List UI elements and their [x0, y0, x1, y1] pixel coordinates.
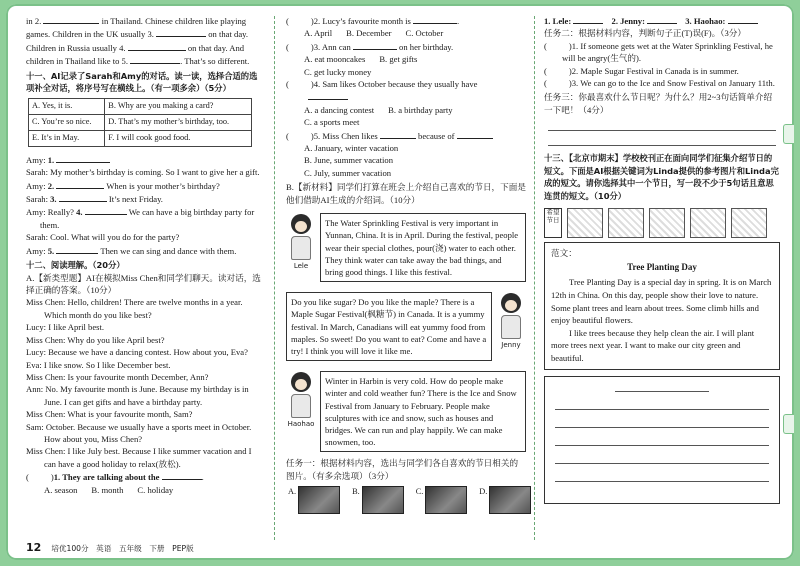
task-1: 任务一：根据材料内容，选出与同学们各自喜欢的节日相关的图片。（有多余选项）（3分）: [286, 458, 519, 481]
question-3-options: A. eat mooncakes B. get gifts: [304, 54, 418, 65]
question-3: ( )3. Ann can on her birthday.: [286, 41, 454, 52]
page-footer: [26, 541, 194, 554]
lele-intro: [286, 210, 526, 285]
picture-option-d[interactable]: D.: [479, 486, 531, 514]
section-11-title: 十一、AI记录了Sarah和Amy的对话。读一读，选择合适的选项补全对话，将序号写在横线上。（有一项多余）（5分）: [26, 70, 258, 94]
option-a: A. Yes, it is.: [29, 98, 105, 114]
column-left: [26, 14, 264, 496]
options-table: [28, 98, 252, 147]
answer-blank[interactable]: [457, 129, 493, 139]
chat-line: Miss Chen: Is your favourite month December, Ann?: [26, 371, 209, 382]
exam-page: [6, 4, 794, 560]
dialog-line: Sarah: 3. It’s next Friday.: [26, 194, 163, 205]
answer-blank[interactable]: [56, 153, 110, 163]
lele-avatar: Lele: [286, 210, 316, 272]
question-1-options: A. season B. month C. holiday: [44, 484, 174, 495]
festival-photo: [489, 486, 531, 514]
side-tab: [783, 414, 794, 434]
chat-line: Ann: No. My favourite month is June. Because my birthday is in June. I can get gifts and have a birthday party.: [26, 384, 249, 407]
side-tab: [783, 124, 794, 144]
answer-blank[interactable]: [380, 129, 416, 139]
picture-option-a[interactable]: A.: [288, 486, 340, 514]
column-middle: [286, 14, 526, 514]
reference-thumbnail: [649, 208, 685, 238]
answer-blank[interactable]: [56, 179, 104, 189]
haohao-text-box: Winter in Harbin is very cold. How do people make winter and cold weather fun? There is the Ice and Snow Festival from January to February. People make sculptures with ice and snow, such as houses and bridges. We can run and play happily. We can make snowmen, too.: [320, 371, 526, 452]
task-3: 任务三：你最喜欢什么节日呢？为什么？用2~3句话简单介绍一下吧！（4分）: [544, 92, 773, 115]
dialog-line: Amy: Really? 4. We can have a big birthday party for them.: [26, 207, 255, 230]
section-b-instructions: B.【新材料】同学们打算在班会上介绍自己喜欢的节日，下面是他们借助AI生成的介绍词。（10分）: [286, 182, 526, 205]
picture-option-b[interactable]: B.: [352, 486, 404, 514]
question-5-option: A. January, winter vacation: [304, 143, 399, 154]
haohao-intro: [286, 368, 526, 455]
option-c: C. You’re so nice.: [29, 114, 105, 130]
tf-item: ( )2. Maple Sugar Festival in Canada is in summer.: [544, 65, 739, 76]
dialog-line: Sarah: Cool. What will you do for the party?: [26, 232, 180, 243]
answer-blank[interactable]: [728, 14, 758, 24]
question-5: ( )5. Miss Chen likes because of: [286, 129, 526, 142]
option-b: B. Why are you making a card?: [105, 98, 252, 114]
festival-photo: [298, 486, 340, 514]
question-3-options-2: C. get lucky money: [304, 66, 372, 77]
question-4-options: A. a dancing contest B. a birthday party: [304, 104, 453, 115]
page-number: 12: [26, 541, 42, 554]
answer-blank[interactable]: [353, 40, 397, 50]
answer-blank[interactable]: [56, 244, 98, 254]
picture-options: [286, 486, 526, 514]
chat-line: Miss Chen: I like July best. Because I like summer vacation and I can have a good holiday to relax(放松).: [26, 446, 252, 469]
chat-line: Eva: I like snow. So I like December best.: [26, 359, 171, 370]
question-5-option: B. June, summer vacation: [304, 155, 394, 166]
column-divider: [274, 16, 275, 540]
column-divider: [534, 16, 535, 540]
reference-thumbnail: [690, 208, 726, 238]
text-line: games. Children in the UK usually 3. on that day.: [26, 29, 249, 40]
question-1: ( )1. They are talking about the .: [26, 472, 204, 483]
festival-photo: [362, 486, 404, 514]
sample-paragraph: Tree Planting Day is a special day in spring. It is on March 12th in China. On this day, people show their love to nature. Some plant trees and learn about trees. Some climb hills and enjoy beautiful flowers.: [551, 277, 772, 326]
answer-blank[interactable]: [413, 14, 457, 24]
task-1-answers: 1. Lele: 2. Jenny: 3. Haohao:: [544, 14, 780, 27]
jenny-text-box: Do you like sugar? Do you like the maple? There is a Maple Sugar Festival(枫糖节) in Canada. It is a yummy festival. In March, Canadians will eat yummy food from maples. So sweet! Do you want to eat? Come and have a try! I think you will love it like me.: [286, 292, 492, 361]
strip-label: 希望节日: [544, 208, 562, 238]
haohao-avatar: Haohao: [286, 368, 316, 430]
festival-photo: [425, 486, 467, 514]
text-line: in 2. in Thailand. Chinese children like playing: [26, 16, 247, 26]
reference-thumbnail: [731, 208, 767, 238]
question-4-options-2: C. a sports meet: [304, 117, 360, 128]
option-d: D. That’s my mother’s birthday, too.: [105, 114, 252, 130]
question-2: ( )2. Lucy’s favourite month is .: [286, 16, 460, 26]
question-5-option: C. July, summer vacation: [304, 167, 392, 178]
column-right: [544, 14, 780, 504]
reference-thumbnail: [608, 208, 644, 238]
chat-line: Sam: October. Because we usually have a sports meet in October. How about you, Miss Chen?: [26, 421, 252, 444]
book-info: 培优100分 英语 五年级 下册 PEP版: [51, 544, 194, 553]
jenny-intro: [286, 289, 526, 364]
chat-line: Lucy: Because we have a dancing contest. How about you, Eva?: [26, 347, 248, 358]
dialog-line: Amy: 2. When is your mother’s birthday?: [26, 180, 220, 191]
chat-line: Lucy: I like April best.: [26, 322, 105, 333]
text-line: children in Thailand like to 5. . That’s so different.: [26, 56, 250, 67]
sample-title: Tree Planting Day: [627, 262, 697, 273]
option-f: F. I will cook good food.: [105, 130, 252, 146]
reference-images: [544, 208, 780, 238]
chat-line: Miss Chen: What is your favourite month, Sam?: [26, 409, 193, 420]
question-2-options: A. April B. December C. October: [304, 28, 444, 39]
lele-text-box: The Water Sprinkling Festival is very important in Yunnan, China. It is in April. During the festival, people wear their special clothes, pour(浇) water to each other. They think water can take away the bad things, and bring good things. I like this festival.: [320, 213, 526, 282]
dialog-line: Sarah: My mother’s birthday is coming. So I want to give her a gift.: [26, 167, 260, 178]
writing-line[interactable]: [548, 116, 776, 131]
task-2: 任务二：根据材料内容，判断句子正(T)误(F)。（3分）: [544, 28, 746, 39]
picture-option-c[interactable]: C.: [416, 486, 468, 514]
section-12a-instructions: A.【新类型题】AI在模拟Miss Chen和同学们聊天。读对话，选择正确的答案。（10分）: [26, 272, 261, 296]
writing-area[interactable]: [544, 376, 780, 504]
section-12-title: 十二、阅读理解。（20分）: [26, 260, 125, 271]
jenny-avatar: Jenny: [496, 289, 526, 351]
tf-item: ( )1. If someone gets wet at the Water Sprinkling Festival, he will be angry(生气的).: [544, 40, 773, 64]
dialog-line: Amy: 1.: [26, 153, 264, 166]
section-13-title: 十三、【北京市期末】学校校刊正在面向同学们征集介绍节日的短文。下面是AI根据关键词为Linda提供的参考图片和Linda完成的短文。请你选择其中一个节日，写一段不少于5句话且意思连贯的短文。（10分）: [544, 153, 779, 202]
reference-thumbnail: [567, 208, 603, 238]
answer-blank[interactable]: [308, 90, 348, 100]
option-e: E. It’s in May.: [29, 130, 105, 146]
answer-blank[interactable]: [162, 470, 202, 480]
sample-essay-box: [544, 242, 780, 370]
answer-blank[interactable]: [85, 205, 127, 215]
sample-paragraph: I like trees because they help clean the air. I will plant more trees next year. I want to make our city green and beautiful.: [551, 327, 755, 363]
answer-blank[interactable]: [59, 192, 107, 202]
sample-label: 范文：: [551, 247, 577, 258]
dialog-line: Amy: 5. Then we can sing and dance with them.: [26, 245, 237, 256]
answer-blank[interactable]: [573, 14, 603, 24]
chat-line: Miss Chen: Hello, children! There are twelve months in a year. Which month do you like best?: [26, 297, 243, 320]
question-4: ( )4. Sam likes October because they usually have: [286, 78, 526, 104]
tf-item: ( )3. We can go to the Ice and Snow Festival on January 11th.: [544, 78, 775, 89]
chat-line: Miss Chen: Why do you like April best?: [26, 334, 165, 345]
writing-line[interactable]: [548, 131, 776, 146]
answer-blank[interactable]: [647, 14, 677, 24]
text-line: Children in Russia usually 4. on that day. And: [26, 42, 245, 53]
